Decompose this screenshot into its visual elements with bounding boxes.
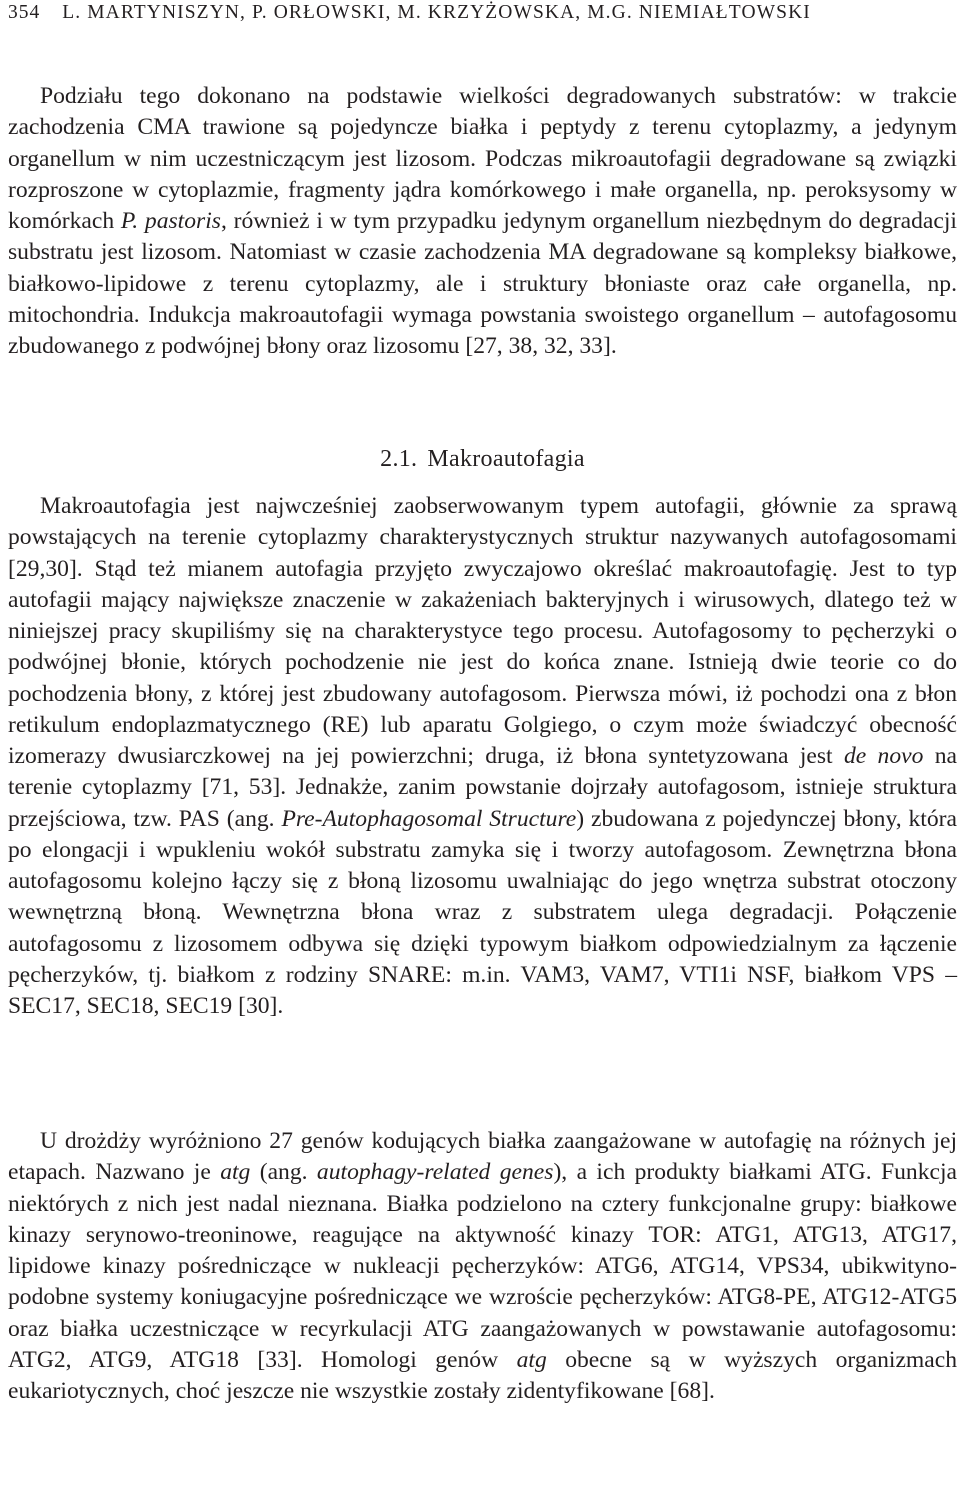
italic-term: de novo	[843, 743, 924, 769]
paragraph	[8, 81, 957, 362]
italic-term: atg	[516, 1346, 547, 1373]
paragraph-text: Podziału tego dokonano na podstawie wielkości degradowanych substratów: w trakcie zachodzenia CMA trawione są pojedyncze białka i peptydy z terenu cytoplazmy, a jedynym organellum w nim uczestniczącym jest lizosom. Podczas mikroautofagii degradowane są związki rozproszone w cytoplazmie, fragmenty jądra komórkowego i małe organella, np. peroksysomy w komórkach	[8, 83, 957, 234]
paragraph-text: ), a ich produkty białkami ATG. Funkcja niektórych z nich jest nadal nieznana. Białka podzielono na cztery funkcjonalne grupy: białkowe kinazy serynowo-treoninowe, reagujące na aktywność kinazy TOR: ATG1, ATG13, ATG17, lipidowe kinazy pośredniczące w nukleacji pęcherzyków: ATG6, ATG14, VPS34, ubikwityno-podobne systemy koniugacyjne pośredniczące we wzroście pęcherzyków: ATG8-PE, ATG12-ATG5 oraz białka uczestniczące w recyrkulacji ATG zaangażowanych w powstawanie autofagosomu: ATG2, ATG9, ATG18 [33]. Homologi genów	[8, 1159, 957, 1373]
paragraph-text: , również i w tym przypadku jedynym organellum niezbędnym do degradacji substratu jest lizosom. Natomiast w czasie zachodzenia MA degradowane są kompleksy białkowe, białkowo-lipidowe z terenu cytoplazmy, ale i struktury błoniaste oraz całe organella, np. mitochondria. Indukcja makroautofagii wymaga powstania swoistego organellum – autofagosomu zbudowanego z podwójnej błony oraz lizosomu [27, 38, 32, 33].	[8, 208, 957, 359]
italic-term: Pre-Autophagosomal Structure	[281, 805, 577, 832]
paragraph	[8, 1126, 957, 1407]
paragraph-text: obecne są w wyższych organizmach eukariotycznych, choć jeszcze nie wszystkie zostały zidentyfikowane [68].	[8, 1346, 958, 1404]
paragraph-text: Makroautofagia jest najwcześniej zaobserwowanym typem autofagii, głównie za sprawą powstających na terenie cytoplazmy charakterystycznych struktur nazywanych autofagosomami [29,30]. Stąd też mianem autofagia przyjęto zwyczajowo określać makroautofagię. Jest to typ autofagii mający największe znaczenie w zakażeniach bakteryjnych i wirusowych, dlatego też w niniejszej pracy skupiliśmy się na charakterystyce tego procesu. Autofagosomy to pęcherzyki o podwójnej błonie, których pochodzenie nie jest do końca znane. Istnieją dwie teorie co do pochodzenia błony, z której jest zbudowany autofagosom. Pierwsza mówi, iż pochodzi ona z błon retikulum endoplazmatycznego (RE) lub aparatu Golgiego, o czym może świadczyć obecność izomerazy dwusiarczkowej na jej powierzchni; druga, iż błona syntetyzowana jest	[8, 493, 957, 769]
italic-term: atg	[220, 1159, 251, 1186]
section-heading	[8, 443, 957, 475]
italic-term: autophagy-related genes	[316, 1159, 554, 1186]
paragraph-text: ) zbudowana z pojedynczej błony, która po elongacji i wpukleniu wokół substratu zamyka się i tworzy autofagosom. Zewnętrzna błona autofagosomu kolejno łączy się z błoną lizosomu uwalniając do jego wnętrza substrat otoczony wewnętrzną błoną. Wewnętrzna błona wraz z substratem ulega degradacji. Połączenie autofagosomu z lizosomem odbywa się dzięki typowym białkom odpowiedzialnym za łączenie pęcherzyków, tj. białkom z rodziny SNARE: m.in. VAM3, VAM7, VTI1i NSF, białkom VPS – SEC17, SEC18, SEC19 [30].	[8, 805, 957, 1019]
page-number: 354	[8, 2, 41, 23]
running-head-authors: L. MARTYNISZYN, P. ORŁOWSKI, M. KRZYŻOWSKA, M.G. NIEMIAŁTOWSKI	[62, 2, 811, 23]
paragraph-text: (ang.	[250, 1159, 317, 1186]
paragraph-block-2	[8, 491, 957, 1022]
section-number: 2.1.	[380, 446, 418, 472]
italic-term: P. pastoris	[120, 208, 221, 234]
running-head	[8, 0, 957, 26]
paragraph-text: na terenie cytoplazmy [71, 53]. Jednakże, zanim powstanie dojrzały autofagosom, istnieje struktura przejściowa, tzw. PAS (ang.	[8, 743, 958, 832]
section-title: Makroautofagia	[427, 446, 585, 472]
paragraph-block-1	[8, 81, 957, 362]
paragraph	[8, 491, 957, 1022]
paragraph-block-3	[8, 1126, 957, 1407]
paragraph-text: U drożdży wyróżniono 27 genów kodujących białka zaangażowane w autofagię na różnych jej etapach. Nazwano je	[8, 1128, 957, 1186]
